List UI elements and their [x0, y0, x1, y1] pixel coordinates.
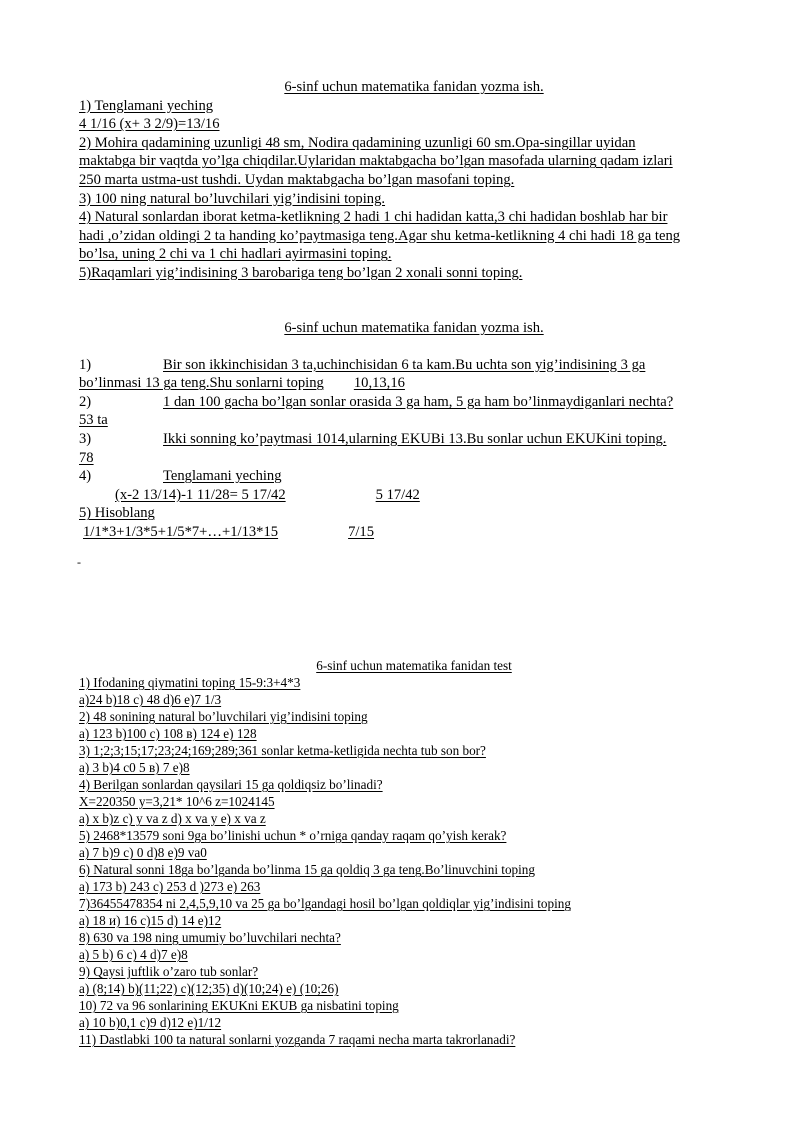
test-line: a)24 b)18 c) 48 d)6 e)7 1/3	[79, 692, 222, 707]
answer: 5 17/42	[375, 486, 420, 503]
test-line: 7)36455478354 ni 2,4,5,9,10 va 25 ga bo’lgandagi hosil bo’lgan qoldiqlar yig’indisini toping	[79, 896, 571, 911]
section-title: 6-sinf uchun matematika fanidan yozma ish.	[284, 320, 544, 336]
question-text: 1 dan 100 gacha bo’lgan sonlar orasida 3 ga ham, 5 ga ham bo’linmaydiganlari nechta?	[163, 393, 674, 410]
question-1	[79, 356, 749, 375]
test-line: a) 5 b) 6 c) 4 d)7 e)8	[79, 947, 188, 962]
question-4	[79, 467, 749, 486]
question-text: bo’linmasi 13 ga teng.Shu sonlarni toping	[79, 375, 324, 392]
test-line: X=220350 y=3,21* 10^6 z=1024145	[79, 794, 275, 809]
text-line: 4 1/16 (x+ 3 2/9)=13/16	[79, 116, 220, 133]
equation-line	[79, 486, 749, 505]
test-line: a) (8;14) b)(11;22) c)(12;35) d)(10;24) e) (10;26)	[79, 981, 339, 996]
question-5: 5) Hisoblang	[79, 505, 155, 522]
text-line: 250 marta ustma-ust tushdi. Uydan maktabgacha bo’lgan masofani toping.	[79, 171, 515, 188]
written-work-1	[79, 78, 749, 283]
answer: 53 ta	[79, 412, 108, 429]
test-line: a) 123 b)100 c) 108 в) 124 e) 128	[79, 726, 257, 741]
test-line: a) 7 b)9 c) 0 d)8 e)9 va0	[79, 845, 207, 860]
expression-line	[79, 523, 749, 542]
question-number: 1)	[79, 356, 92, 373]
question-text: Bir son ikkinchisidan 3 ta,uchinchisidan 6 ta kam.Bu uchta son yig’indisining 3 ga	[163, 356, 646, 373]
test-line: 11) Dastlabki 100 ta natural sonlarni yozganda 7 raqami necha marta takrorlanadi?	[79, 1032, 516, 1047]
written-work-2	[79, 319, 749, 542]
text-line: maktabga bir vaqtda yo’lga chiqdilar.Uylaridan maktabgacha bo’lgan masofada ularning qadam izlari	[79, 153, 673, 170]
question-3	[79, 430, 749, 449]
question-text: Tenglamani yeching	[163, 468, 282, 485]
answer: 10,13,16	[353, 375, 405, 392]
test-line: 6) Natural sonni 18ga bo’lganda bo’linma 15 ga qoldiq 3 ga teng.Bo’linuvchini toping	[79, 862, 535, 877]
test-line: 10) 72 va 96 sonlarining EKUKni EKUB ga nisbatini toping	[79, 998, 399, 1013]
test-line: a) 3 b)4 c0 5 в) 7 e)8	[79, 760, 190, 775]
answer: 7/15	[348, 523, 375, 540]
text-line: 5)Raqamlari yig’indisining 3 barobariga teng bo’lgan 2 xonali sonni toping.	[79, 264, 523, 281]
expression: 1/1*3+1/3*5+1/5*7+…+1/13*15	[83, 523, 279, 540]
question-number: 2)	[79, 393, 92, 410]
text-line: 4) Natural sonlardan iborat ketma-ketlikning 2 hadi 1 chi hadidan katta,3 chi hadidan boshlab har bir	[79, 209, 668, 226]
test-line: 5) 2468*13579 soni 9ga bo’linishi uchun * o’rniga qanday raqam qo’yish kerak?	[79, 828, 507, 843]
test-section	[79, 657, 749, 1048]
test-line: a) 10 b)0,1 c)9 d)12 e)1/12	[79, 1015, 222, 1030]
text-line: hadi ,o’zidan oldingi 2 ta handing ko’paytmasiga teng.Agar shu ketma-ketlikning 4 chi hadi 18 ga teng	[79, 227, 681, 244]
text-line: bo’lsa, uning 2 chi va 1 chi hadlari ayirmasini toping.	[79, 246, 392, 263]
text-line: 3) 100 ning natural bo’luvchilari yig’indisini toping.	[79, 190, 386, 207]
test-line: a) x b)z c) y va z d) x va y e) x va z	[79, 811, 266, 826]
test-line: 1) Ifodaning qiymatini toping 15-9:3+4*3	[79, 675, 301, 690]
answer: 78	[79, 449, 94, 466]
question-2	[79, 393, 749, 412]
test-line: 9) Qaysi juftlik o’zaro tub sonlar?	[79, 964, 259, 979]
equation: (x-2 13/14)-1 11/28= 5 17/42	[115, 486, 286, 503]
section-title: 6-sinf uchun matematika fanidan test	[316, 658, 512, 673]
text-line: 1) Tenglamani yeching	[79, 97, 214, 114]
test-line: a) 173 b) 243 c) 253 d )273 e) 263	[79, 879, 261, 894]
question-number: 4)	[79, 468, 92, 485]
question-number: 3)	[79, 430, 92, 447]
stray-dash: -	[77, 555, 81, 569]
test-line: 3) 1;2;3;15;17;23;24;169;289;361 sonlar ketma-ketligida nechta tub son bor?	[79, 743, 486, 758]
question-1-cont	[79, 374, 749, 393]
section-title: 6-sinf uchun matematika fanidan yozma ish.	[284, 79, 544, 95]
test-line: a) 18 и) 16 c)15 d) 14 e)12	[79, 913, 222, 928]
question-text: Ikki sonning ko’paytmasi 1014,ularning EKUBi 13.Bu sonlar uchun EKUKini toping.	[163, 430, 667, 447]
test-line: 8) 630 va 198 ning umumiy bo’luvchilari nechta?	[79, 930, 341, 945]
test-line: 4) Berilgan sonlardan qaysilari 15 ga qoldiqsiz bo’linadi?	[79, 777, 383, 792]
test-line: 2) 48 sonining natural bo’luvchilari yig’indisini toping	[79, 709, 368, 724]
text-line: 2) Mohira qadamining uzunligi 48 sm, Nodira qadamining uzunligi 60 sm.Opa-singillar uyidan	[79, 134, 636, 151]
